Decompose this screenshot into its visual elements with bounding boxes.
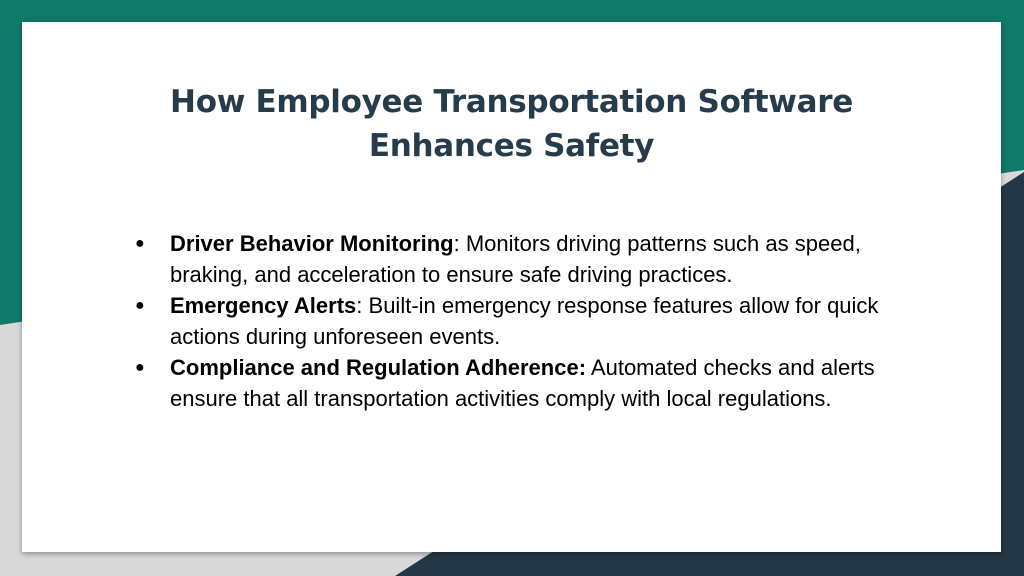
bullet-item-driver-behavior — [132, 228, 912, 290]
bullet-item-compliance — [132, 352, 912, 414]
slide-title-line-2: Enhances Safety — [368, 128, 655, 164]
slide-title — [22, 80, 1001, 168]
bullet-separator: : — [356, 293, 363, 318]
bullet-term: Driver Behavior Monitoring — [170, 231, 454, 256]
bullet-text: Monitors driving patterns such as speed, braking, and acceleration to ensure safe driving practices. — [170, 231, 861, 287]
bullet-term: Compliance and Regulation Adherence: — [170, 355, 587, 380]
bullet-term: Emergency Alerts — [170, 293, 357, 318]
bullet-dot-icon: ● — [135, 297, 145, 314]
bullet-dot-icon: ● — [135, 359, 145, 376]
slide-card — [22, 22, 1001, 552]
bullet-text: Built-in emergency response features allow for quick actions during unforeseen events. — [170, 293, 879, 349]
slide-title-line-1: How Employee Transportation Software — [170, 84, 853, 120]
bullet-list — [132, 228, 912, 414]
bullet-separator: : — [453, 231, 460, 256]
bullet-dot-icon: ● — [135, 235, 145, 252]
bullet-text: Automated checks and alerts ensure that all transportation activities comply with local regulations. — [170, 355, 875, 411]
bullet-item-emergency-alerts — [132, 290, 912, 352]
